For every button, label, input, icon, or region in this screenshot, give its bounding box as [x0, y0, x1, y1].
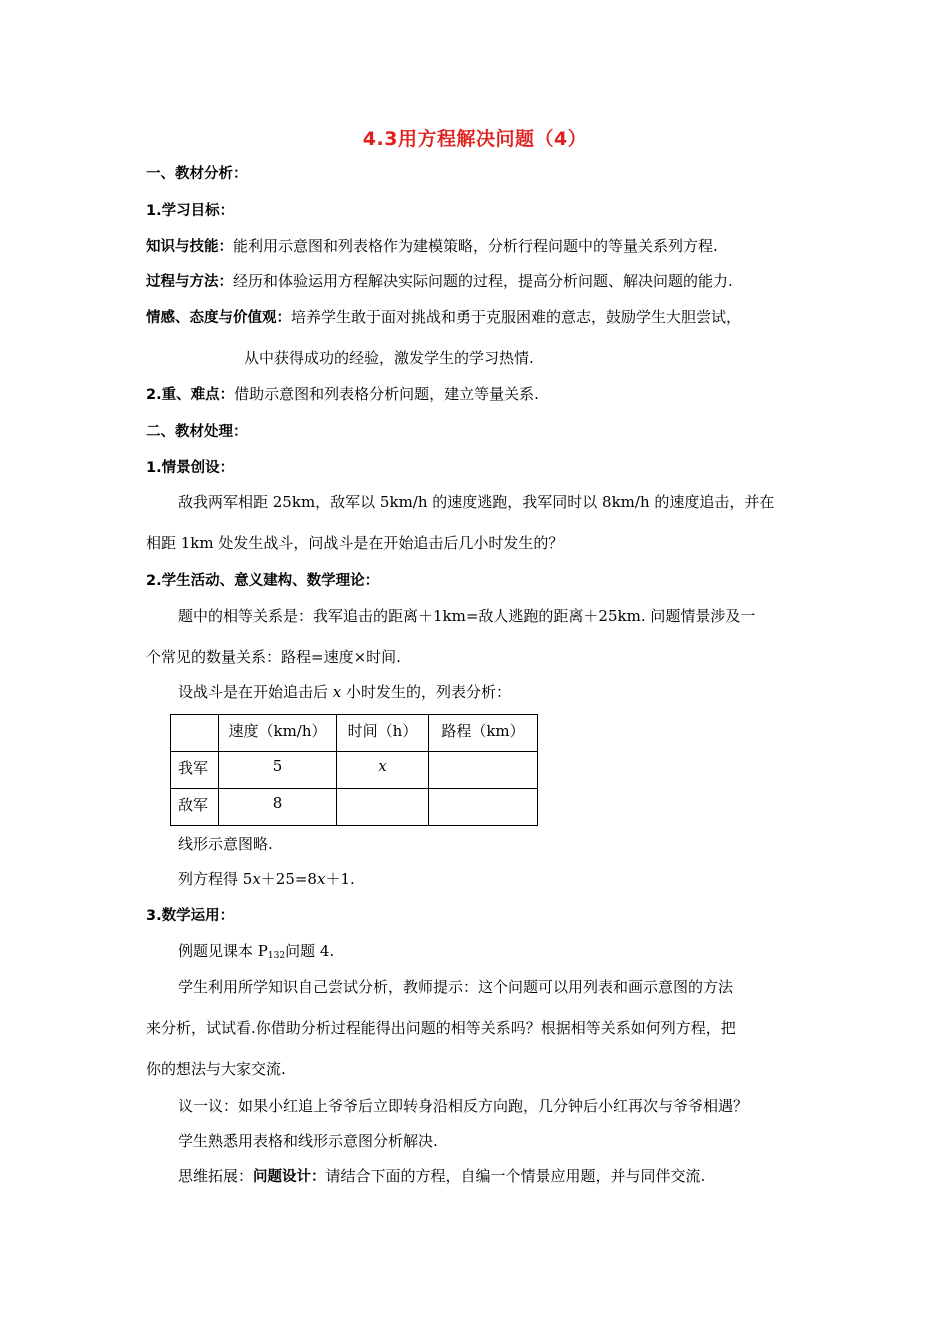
activity-heading: 2.学生活动、意义建构、数学理论：: [146, 573, 380, 589]
assume-line: [178, 681, 511, 703]
discuss-text: 议一议：如果小红追上爷爷后立即转身沿相反方向跑，几分钟后小红再次与爷爷相遇？: [178, 1097, 749, 1115]
table-header-cell: 时间（h）: [337, 715, 429, 752]
table-row: [171, 789, 538, 826]
scene-text-2: 相距 1km 处发生战斗，问战斗是在开始追击后几小时发生的？: [146, 534, 564, 552]
section-2-heading: 二、教材处理：: [146, 424, 248, 440]
table-cell: 敌军: [171, 789, 219, 826]
example-post: 问题 4.: [285, 942, 335, 960]
emotion-line: [146, 306, 741, 329]
emotion-text-2: 从中获得成功的经验，激发学生的学习热情.: [244, 349, 534, 367]
table-cell: 5: [219, 752, 337, 789]
extend-pre: 思维拓展：: [178, 1167, 254, 1185]
student-text-2: 来分析，试试看.你借助分析过程能得出问题的相等关系吗？根据相等关系如何列方程，把: [146, 1019, 736, 1037]
table-cell: [337, 789, 429, 826]
process-line: [146, 270, 733, 293]
apply-heading: 3.数学运用：: [146, 908, 235, 924]
student-text-3: 你的想法与大家交流.: [146, 1060, 286, 1078]
example-pre: 例题见课本 P: [178, 942, 268, 960]
line-diagram-note: 线形示意图略.: [178, 835, 273, 853]
extend-label: 问题设计：: [253, 1169, 326, 1185]
equation-pre: 列方程得 5: [178, 870, 253, 888]
extend-line: [178, 1165, 705, 1188]
equation-post: ＋1.: [325, 870, 355, 888]
scene-heading: 1.情景创设：: [146, 460, 235, 476]
scene-text-1: 敌我两军相距 25km，敌军以 5km/h 的速度逃跑，我军同时以 8km/h 的速度追击，并在: [178, 493, 775, 511]
assume-pre: 设战斗是在开始追击后: [178, 683, 333, 701]
table-cell: 我军: [171, 752, 219, 789]
page-title: 4.3用方程解决问题（4）: [362, 128, 588, 150]
student-text-1: 学生利用所学知识自己尝试分析，教师提示：这个问题可以用列表和画示意图的方法: [178, 978, 734, 996]
activity-text-2: 个常见的数量关系：路程=速度×时间.: [146, 648, 401, 666]
equation-var-2: x: [316, 870, 326, 888]
example-page-sub: 132: [267, 951, 286, 961]
table-header-row: [171, 715, 538, 752]
example-line: [178, 940, 334, 967]
knowledge-label: 知识与技能：: [146, 239, 233, 255]
knowledge-text: 能利用示意图和列表格作为建模策略，分析行程问题中的等量关系列方程.: [233, 237, 718, 255]
table-cell: [429, 789, 538, 826]
emotion-label: 情感、态度与价值观：: [146, 310, 291, 326]
table-row: [171, 752, 538, 789]
section-1-heading: 一、教材分析：: [146, 166, 248, 182]
equation-mid: ＋25=8: [260, 870, 317, 888]
activity-text-1: 题中的相等关系是：我军追击的距离＋1km=敌人逃跑的距离＋25km. 问题情景涉及一: [178, 607, 756, 625]
table-cell: 8: [219, 789, 337, 826]
assume-post: 小时发生的，列表分析：: [341, 683, 512, 701]
table-header-cell: 路程（km）: [429, 715, 538, 752]
assume-var: x: [332, 683, 342, 701]
goals-heading: 1.学习目标：: [146, 203, 235, 219]
table-cell: x: [337, 752, 429, 789]
table-header-cell: [171, 715, 219, 752]
table-header-cell: 速度（km/h）: [219, 715, 337, 752]
table-cell: [429, 752, 538, 789]
key-line: [146, 383, 539, 406]
process-text: 经历和体验运用方程解决实际问题的过程，提高分析问题、解决问题的能力.: [233, 272, 733, 290]
equation-line: [178, 868, 355, 890]
process-label: 过程与方法：: [146, 274, 233, 290]
familiar-text: 学生熟悉用表格和线形示意图分析解决.: [178, 1132, 438, 1150]
emotion-text-1: 培养学生敢于面对挑战和勇于克服困难的意志，鼓励学生大胆尝试，: [291, 308, 742, 326]
extend-text: 请结合下面的方程，自编一个情景应用题，并与同伴交流.: [325, 1167, 706, 1185]
key-label: 2.重、难点：: [146, 387, 235, 403]
knowledge-line: [146, 235, 718, 258]
equation-var-1: x: [252, 870, 261, 888]
key-text: 借助示意图和列表格分析问题，建立等量关系.: [234, 385, 539, 403]
analysis-table: [170, 714, 538, 826]
